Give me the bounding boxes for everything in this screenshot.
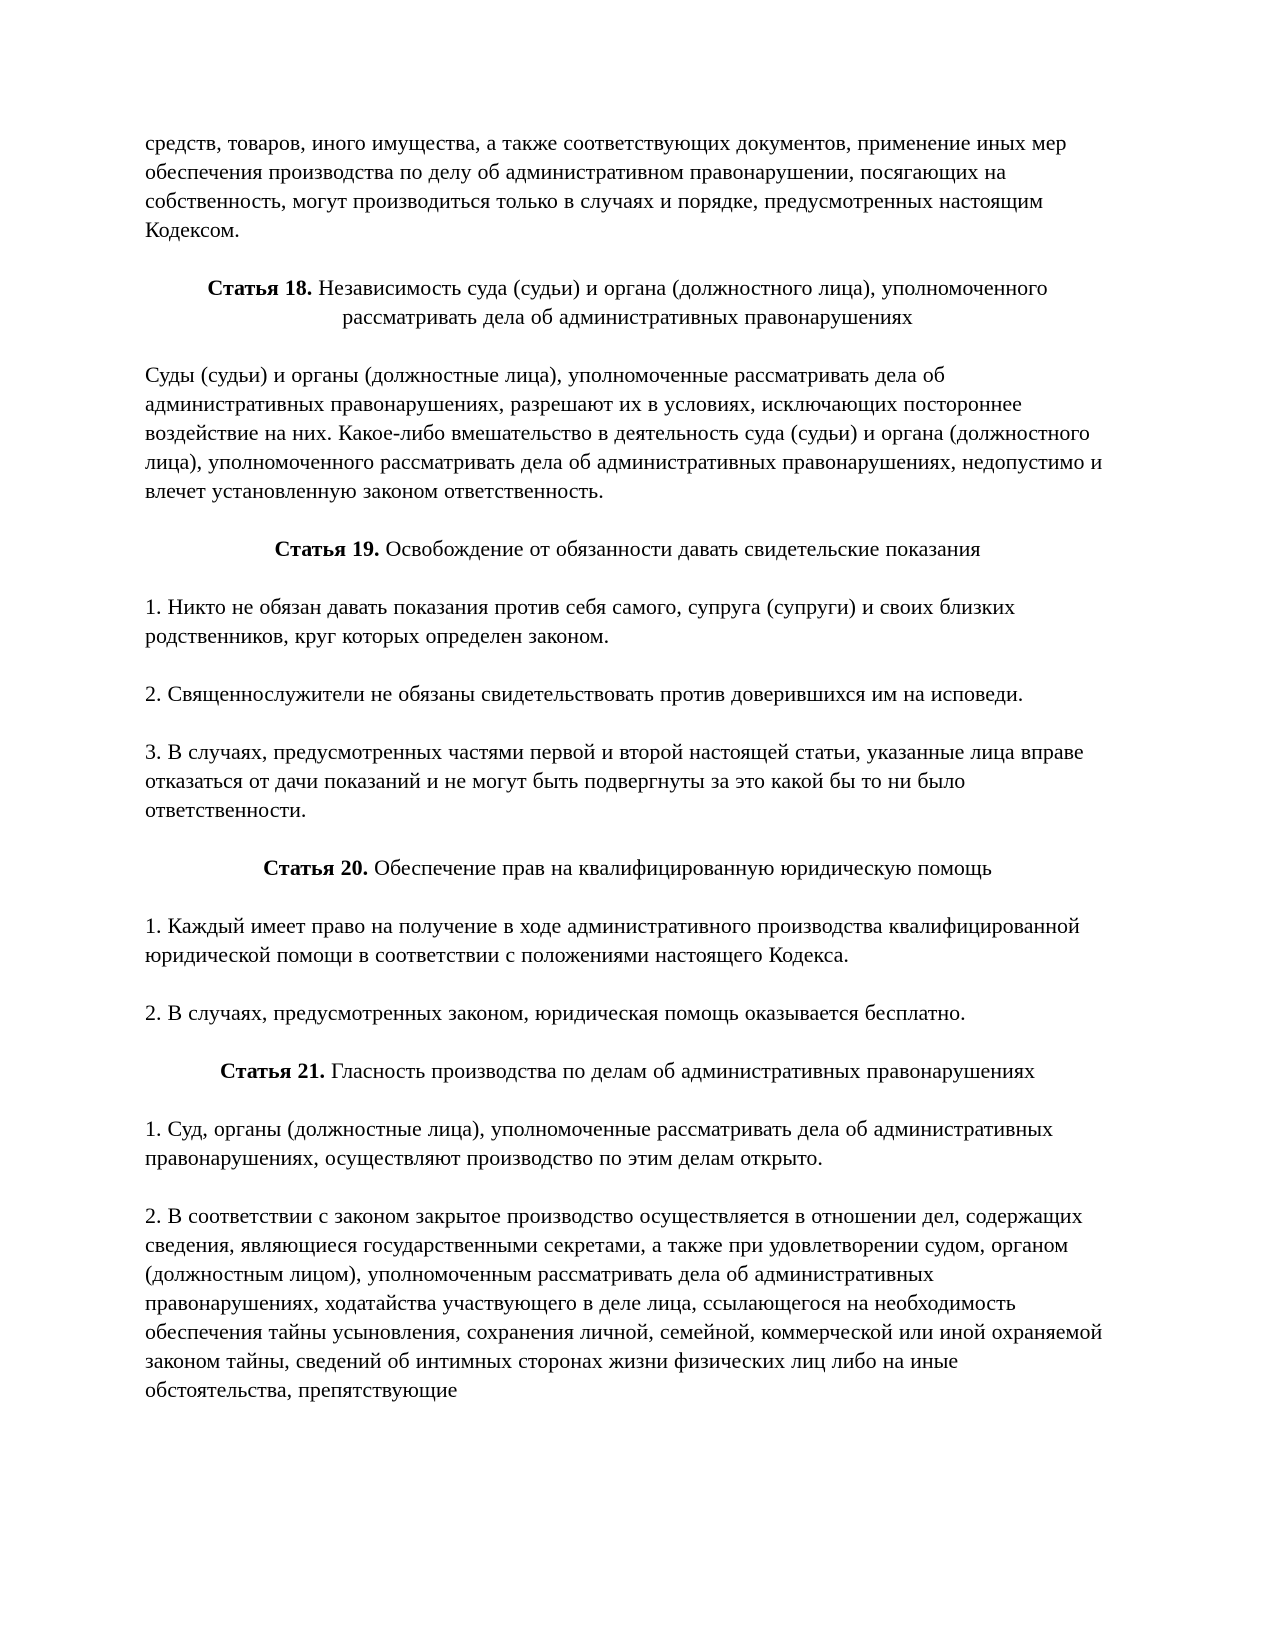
article-number: Статья 20. — [263, 855, 369, 880]
article-heading-19 — [145, 534, 1110, 563]
article-number: Статья 18. — [207, 275, 313, 300]
article-heading-21 — [145, 1056, 1110, 1085]
paragraph: Суды (судьи) и органы (должностные лица), уполномоченные рассматривать дела об административных правонарушениях, разрешают их в условиях, исключающих постороннее воздействие на них. Какое-либо вмешательство в деятельность суда (судьи) и органа (должностного лица), уполномоченного рассматривать дела об административных правонарушениях, недопустимо и влечет установленную законом ответственность. — [145, 362, 1103, 503]
paragraph: 1. Суд, органы (должностные лица), уполномоченные рассматривать дела об административных правонарушениях, осуществляют производство по этим делам открыто. — [145, 1116, 1054, 1170]
paragraph: средств, товаров, иного имущества, а также соответствующих документов, применение иных мер обеспечения производства по делу об административном правонарушении, посягающих на собственность, могут производиться только в случаях и порядке, предусмотренных настоящим Кодексом. — [145, 130, 1067, 242]
article-number: Статья 21. — [220, 1058, 325, 1083]
article-title: Гласность производства по делам об административных правонарушениях — [325, 1058, 1035, 1083]
paragraph: 1. Каждый имеет право на получение в ходе административного производства квалифицированной юридической помощи в соответствии с положениями настоящего Кодекса. — [145, 913, 1080, 967]
article-title: Обеспечение прав на квалифицированную юридическую помощь — [368, 855, 992, 880]
paragraph: 2. В соответствии с законом закрытое производство осуществляется в отношении дел, содержащих сведения, являющиеся государственными секретами, а также при удовлетворении судом, органом (должностным лицом), уполномоченным рассматривать дела об административных правонарушениях, ходатайства участвующего в деле лица, ссылающегося на необходимость обеспечения тайны усыновления, сохранения личной, семейной, коммерческой или иной охраняемой законом тайны, сведений об интимных сторонах жизни физических лиц либо на иные обстоятельства, препятствующие — [145, 1203, 1103, 1402]
article-heading-20 — [145, 853, 1110, 882]
paragraph: 2. Священнослужители не обязаны свидетельствовать против доверившихся им на исповеди. — [145, 681, 1024, 706]
paragraph: 1. Никто не обязан давать показания против себя самого, супруга (супруги) и своих близких родственников, круг которых определен законом. — [145, 594, 1016, 648]
article-number: Статья 19. — [274, 536, 380, 561]
article-heading-18 — [145, 273, 1110, 331]
article-title: Независимость суда (судьи) и органа (должностного лица), уполномоченного рассматривать дела об административных правонарушениях — [312, 275, 1048, 329]
paragraph: 2. В случаях, предусмотренных законом, юридическая помощь оказывается бесплатно. — [145, 1000, 966, 1025]
article-title: Освобождение от обязанности давать свидетельские показания — [379, 536, 981, 561]
paragraph: 3. В случаях, предусмотренных частями первой и второй настоящей статьи, указанные лица вправе отказаться от дачи показаний и не могут быть подвергнуты за это какой бы то ни было ответственности. — [145, 739, 1084, 822]
